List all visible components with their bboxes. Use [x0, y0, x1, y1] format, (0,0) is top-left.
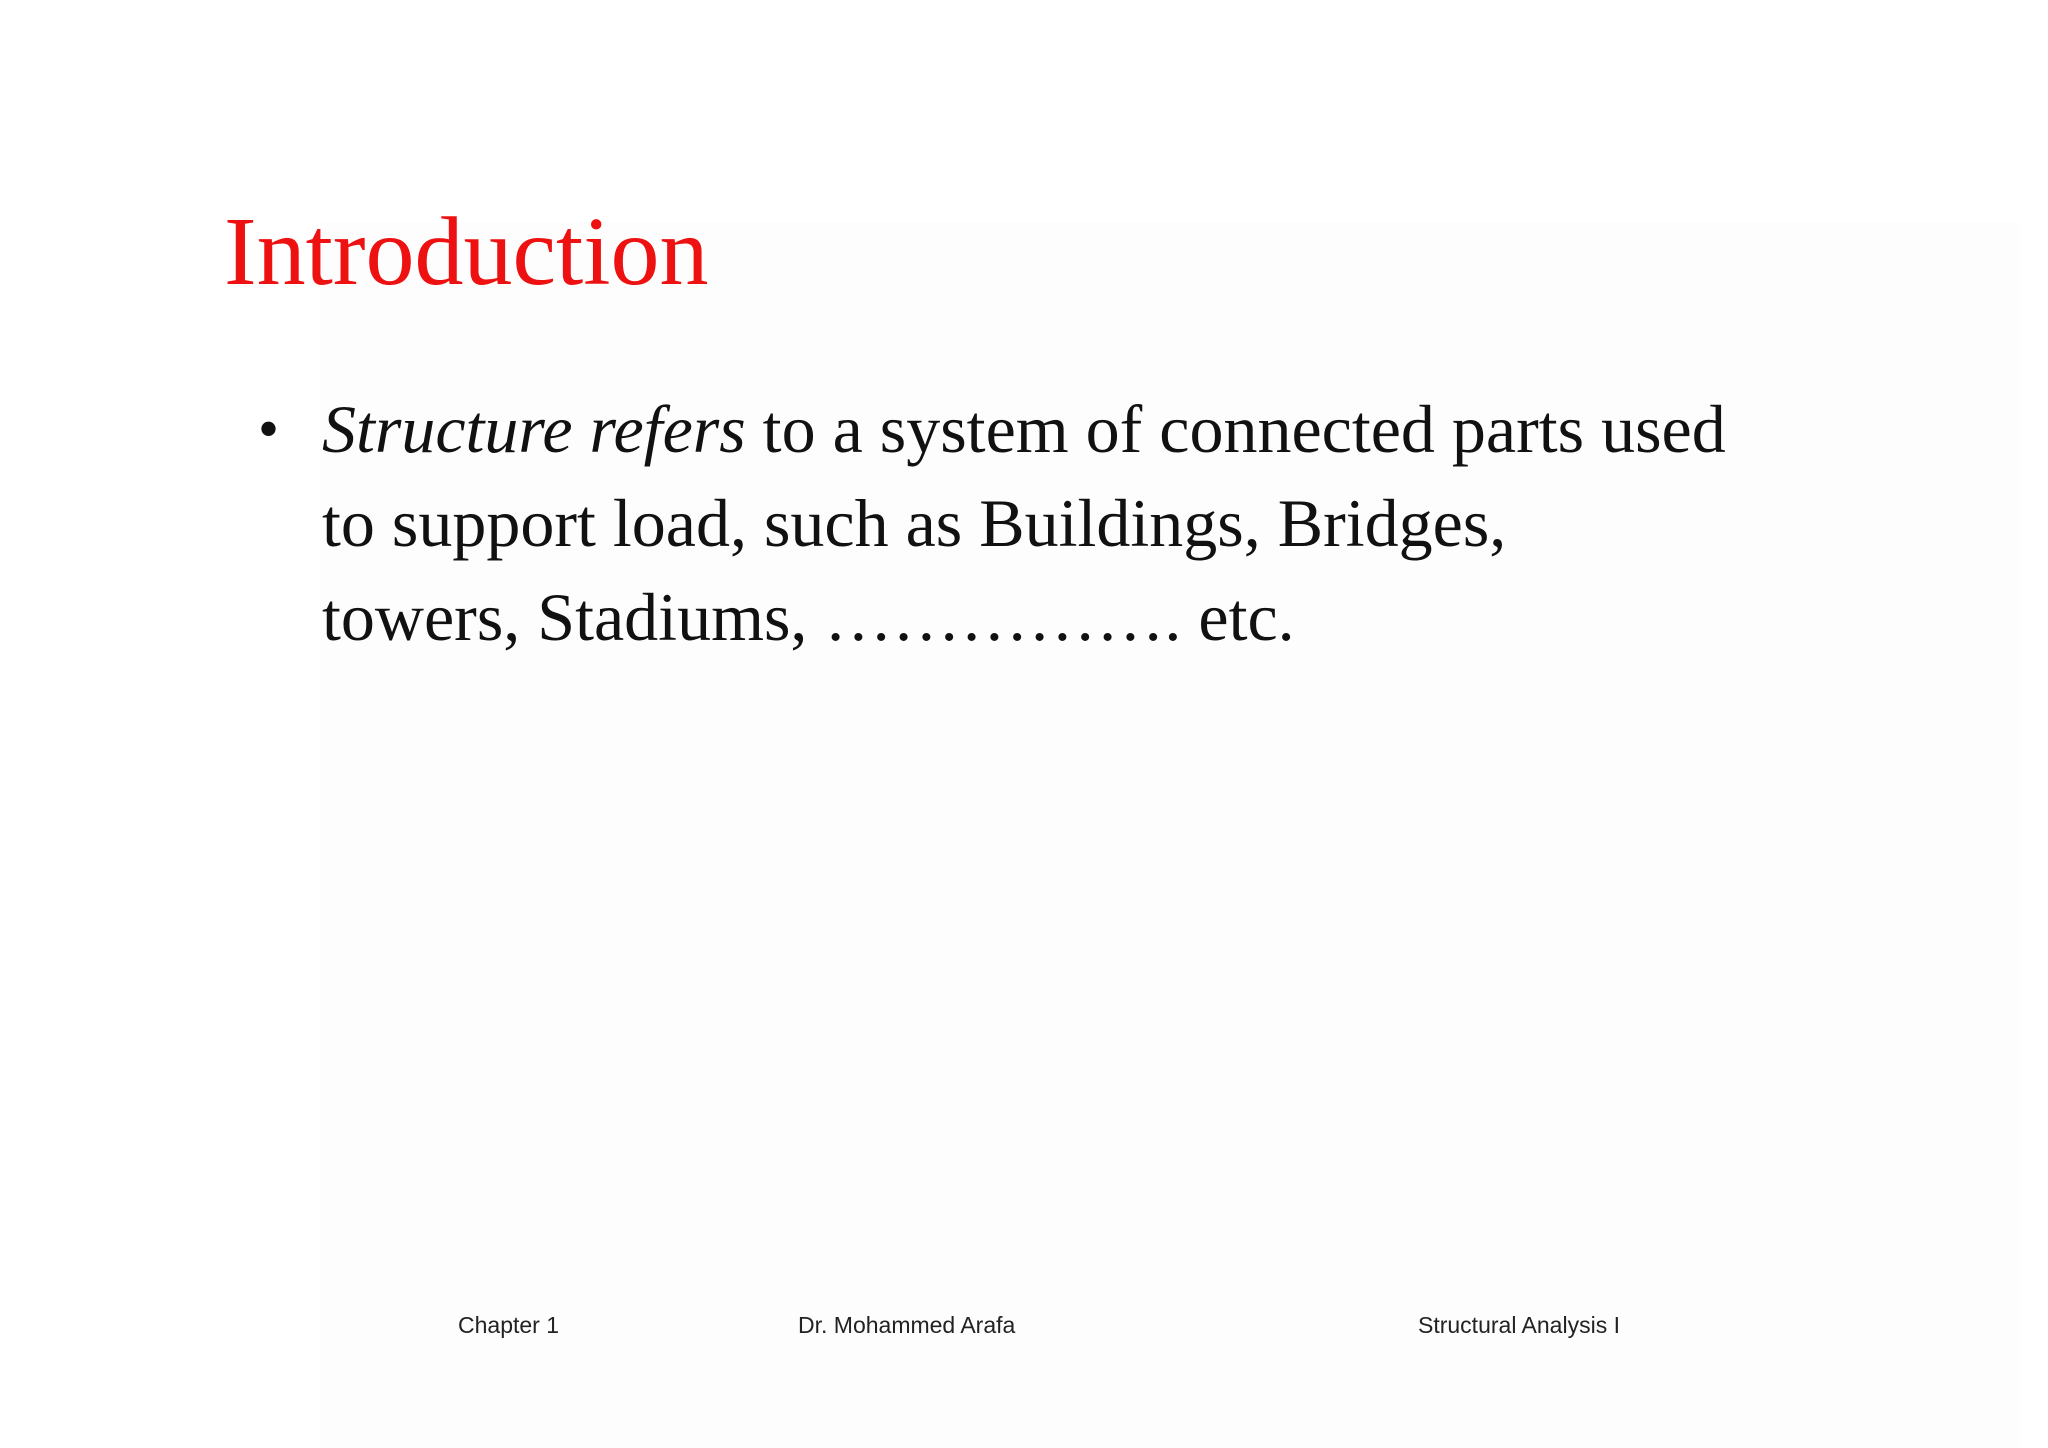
footer-author: Dr. Mohammed Arafa	[798, 1312, 1016, 1338]
footer-chapter: Chapter 1	[458, 1312, 560, 1338]
bullet-dot-icon: •	[258, 396, 280, 462]
emphasis-text: Structure refers	[322, 391, 746, 467]
bullet-line-1	[322, 382, 1910, 476]
bullet-line-3: towers, Stadiums, ……………. etc.	[322, 579, 1295, 655]
slide-title: Introduction	[224, 198, 709, 306]
footer-course: Structural Analysis I	[1418, 1312, 1620, 1338]
line-text: to a system of connected parts used	[745, 391, 1726, 467]
bullet-list	[250, 382, 1910, 664]
bullet-item	[250, 382, 1910, 664]
bullet-line-2: to support load, such as Buildings, Bridges,	[322, 485, 1507, 561]
